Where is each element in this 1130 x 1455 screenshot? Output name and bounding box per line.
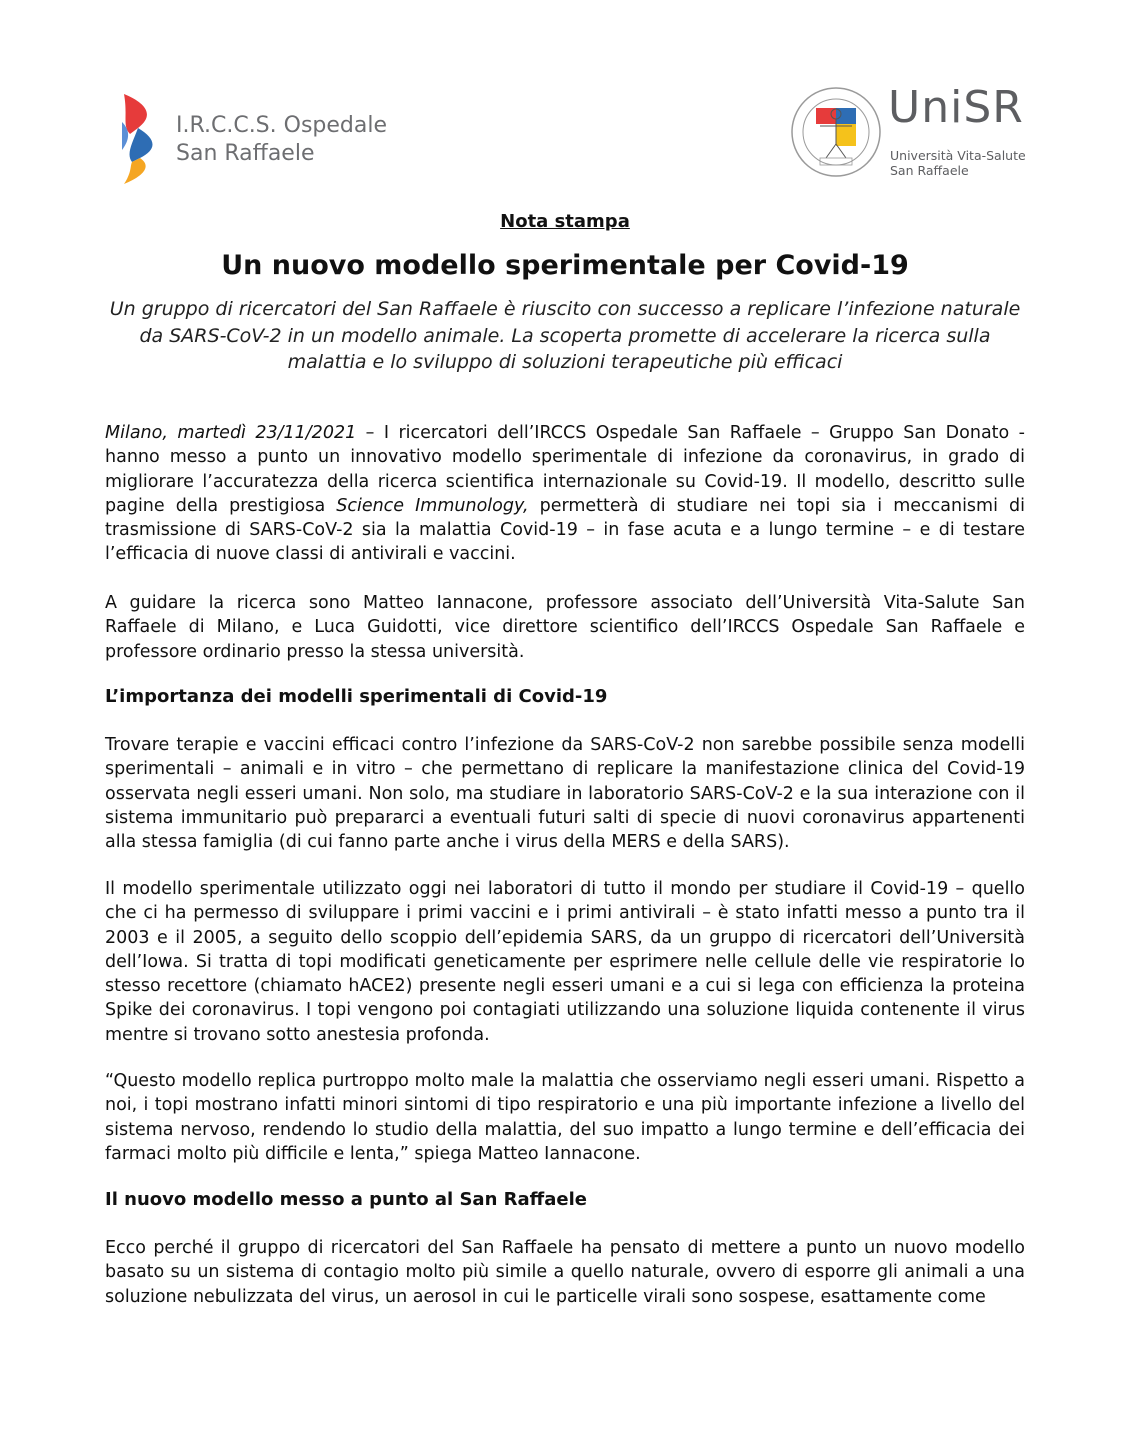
- logo-line-2: San Raffaele: [176, 141, 315, 166]
- paragraph-2-text: A guidare la ricerca sono Matteo Iannacone, professore associato dell’Università Vita-Salute San Raffaele di Milano, e Luca Guidotti, vice direttore scientifico dell’IRCCS Ospedale San Raffaele e professore ordinario presso la stessa università.: [105, 593, 1025, 662]
- unisr-wordmark: UniSR: [888, 82, 1024, 133]
- paragraph-3-text: Trovare terapie e vaccini efficaci contro l’infezione da SARS-CoV-2 non sarebbe possibile senza modelli sperimentali – animali e in vitro – che permettano di replicare la manifestazione clinica del Covid-19 osservata negli esseri umani. Non solo, ma studiare in laboratorio SARS-CoV-2 e la sua interazione con il sistema immunitario può prepararci a eventuali futuri salti di specie di nuovi coronavirus appartenenti alla stessa famiglia (di cui fanno parte anche i virus della MERS e della SARS).: [105, 735, 1025, 853]
- paragraph-5-text: “Questo modello replica purtroppo molto male la malattia che osserviamo negli esseri umani. Rispetto a noi, i topi mostrano infatti minori sintomi di tipo respiratorio e una più importante infezione a livello del sistema nervoso, rendendo lo studio della malattia, del suo impatto a lungo termine e dell’efficacia dei farmaci molto più difficile e lenta,” spiega Matteo Iannacone.: [105, 1071, 1025, 1164]
- paragraph-3: [105, 733, 1025, 854]
- unisr-line-2: San Raffaele: [890, 163, 969, 178]
- unisr-line-1: Università Vita-Salute: [890, 148, 1026, 163]
- paragraph-6: [105, 1236, 1025, 1309]
- logo-line-1: I.R.C.C.S. Ospedale: [176, 113, 388, 138]
- page-title: Un nuovo modello sperimentale per Covid-19: [221, 250, 909, 281]
- ribbon-logo-icon: [118, 92, 168, 187]
- kicker-label: Nota stampa: [500, 211, 630, 232]
- section-heading-1: L’importanza dei modelli sperimentali di Covid-19: [105, 686, 608, 707]
- paragraph-4: [105, 877, 1025, 1047]
- section-heading-2: Il nuovo modello messo a punto al San Raffaele: [105, 1189, 587, 1210]
- paragraph-4-text: Il modello sperimentale utilizzato oggi nei laboratori di tutto il mondo per studiare il Covid-19 – quello che ci ha permesso di sviluppare i primi vaccini e i primi antivirali – è stato infatti messo a punto tra il 2003 e il 2005, a seguito dello scoppio dell’epidemia SARS, da un gruppo di ricercatori dell’Università dell’Iowa. Si tratta di topi modificati geneticamente per esprimere nelle cellule delle vie respiratorie lo stesso recettore (chiamato hACE2) presente negli esseri umani e a cui si lega con efficienza la proteina Spike dei coronavirus. I topi vengono poi contagiati utilizzando una soluzione liquida contenente il virus mentre si trovano sotto anestesia profonda.: [105, 879, 1025, 1045]
- paragraph-5: [105, 1069, 1025, 1166]
- paragraph-1-text-b: permetterà di studiare nei topi sia i meccanismi di trasmissione di SARS-CoV-2 sia la malattia Covid-19 – in fase acuta e a lungo termine – e di testare l’efficacia di nuove classi di antivirali e vaccini.: [105, 495, 1025, 565]
- unisr-logo: [790, 82, 1040, 186]
- paragraph-2: [105, 591, 1025, 664]
- subtitle: Un gruppo di ricercatori del San Raffaele è riuscito con successo a replicare l’infezione naturale da SARS-CoV-2 in un modello animale. La scoperta promette di accelerare la ricerca sulla malattia e lo sviluppo di soluzioni terapeutiche più efficaci: [109, 298, 1021, 373]
- paragraph-1-text-a: – I ricercatori dell’IRCCS Ospedale San Raffaele – Gruppo San Donato - hanno messo a punto un innovativo modello sperimentale di infezione da coronavirus, in grado di migliorare l’accuratezza della ricerca scientifica internazionale su Covid-19. Il modello, descritto sulle pagine della prestigiosa: [105, 423, 1025, 516]
- paragraph-1: [105, 421, 1025, 567]
- ospedale-san-raffaele-logo: [118, 92, 418, 187]
- dateline: Milano, martedì 23/11/2021: [105, 423, 357, 443]
- vitruvian-seal-icon: [790, 86, 882, 178]
- journal-name: Science Immunology,: [336, 495, 529, 516]
- paragraph-6-text: Ecco perché il gruppo di ricercatori del San Raffaele ha pensato di mettere a punto un nuovo modello basato su un sistema di contagio molto più simile a quello naturale, ovvero di esporre gli animali a una soluzione nebulizzata del virus, un aerosol in cui le particelle virali sono sospese, esattamente come: [105, 1238, 1025, 1307]
